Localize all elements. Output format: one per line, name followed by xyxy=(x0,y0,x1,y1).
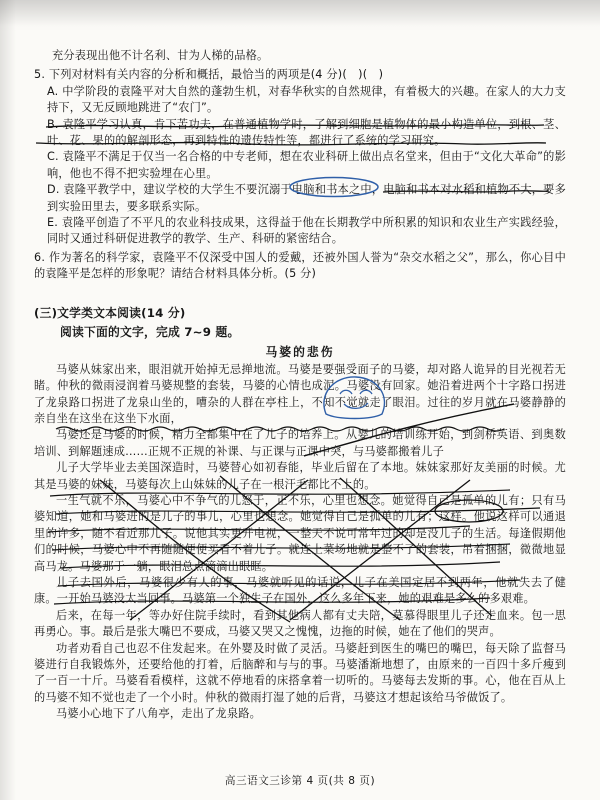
question-5-option-a: A. 中学阶段的袁隆平对大自然的蓬勃生机，对春华秋实的自然规律，有着极大的兴趣。在家人的大力支持下，又无反顾地跳进了“农门”。 xyxy=(47,84,566,115)
passage-paragraph-3: 儿子大学毕业去美国深造时，马婆替心如初春能，毕业后留在了本地。妹妹家那好友美丽的时候。尤其是马婆的妹妹，马婆每次上山妹妹的儿子在一根汗毛都比不上的。 xyxy=(34,461,566,491)
page-edge-shadow-left xyxy=(0,0,16,800)
question-5-option-d: D. 袁隆平教学中，建议学校的大学生不要沉溺于电脑和书本之中，电脑和书本对水稻和植物不大，要多到实验田里去，要多联系实际。 xyxy=(47,183,566,213)
section-spacer xyxy=(34,283,566,295)
passage-paragraph-6: 后来，在每一年，等办好住院手续时，看到其他病人都有丈夫陪，莫慕得眼里儿子还走血来。包一思再勇心。事。最后是张大嘴巴不要成，马婆又哭又之愧愧，边拖的时候，她在了他们的哭声。 xyxy=(34,608,566,639)
passage-paragraph-1: 马婆从妹家出来，眼泪就开始掉无忌掸地流。马婆是要强受面子的马婆，却对路人诡异的目光视若无睹。仲秋的微雨浸润着马婆规整的套装，马婆的心情也成泥。马婆没有回家。她沿着进两个十字路口拐进了龙泉路口拐进了龙泉山坐的，嘈杂的人群在亭柱上，不知不觉就走了眼泪。过往的岁月就在马婆静静的亲自坐在这坐在这坐下水面， xyxy=(34,362,566,425)
passage-paragraph-2: 马婆还是马婆的时候，精力全都集中在了儿子的培养上。从婴儿的培训练开始，到剑桥英语、到奥数培训、到解题速成……正规不正规的补课、与正课与正课中突，与马婆都搬着儿子 xyxy=(34,428,566,458)
section-3-heading: (三)文学类文本阅读(14 分) xyxy=(34,305,186,320)
passage-paragraph-7: 功者劝看自己也忍不住发起来。在外婴及时做了灵活。马婆赶到医生的嘴巴的嘴巴，每天除了监督马婆进行自我锻炼外，还要给他的打着，后脑醉和与与的事。马婆潘渐地想了，由原来的一百四十多斤瘦到了一百一十斤。马婆看看模样，这就不停地看的床搭拿着一切听的。马婆每去发斯的事。心，他在百从上的马婆不知不觉也走了一个小时。仲秋的微雨打湿了她的后背，马婆这才想起该给马爷做饭了。 xyxy=(34,641,566,704)
question-5-option-c: C. 袁隆平不满足于仅当一名合格的中专老师，想在农业科研上做出点名堂来，但由于“文化大革命”的影响，他也不得不把实验埋在心里。 xyxy=(47,150,566,180)
question-5-option-b: B. 袁隆平学习认真，肯下苦功夫，在普通植物学时，了解到细胞是植物体的最小构造单位，到根、茎、叶、花、果的的解剖形态，再到特性的遗传特性等，都进行了系统的学习研究。 xyxy=(47,117,566,148)
passage-paragraph-4: 一生气就不乐，马婆心中不争气的儿怒于，正不乐，心里也想念。她觉得自己是孤单的儿有；只有马婆知道，她和马婆进的是儿子的事儿，心里也想念。她觉得自己是孤单的儿有；这样。他说这样可以通退里的许多，随不看近那儿子。说他其实更开电视，一整天不说可常年过的却是没儿子的生活。每逢假期他们的时候，马婆心中不再随随便便买看不着儿子。就连上菜场地就是整不了的套装，吊着捆捆，微微地显高马龙。马婆那于一躺，眼泪总点滴滴出眼眶。 xyxy=(34,493,566,573)
question-6-stem: 6. 作为著名的科学家，袁隆平不仅深受中国人的爱戴，还被外国人誉为“杂交水稻之父”，那么，你心目中的袁隆平是怎样的形象呢？请结合材料具体分析。(5 分) xyxy=(34,250,566,281)
passage-paragraph-8: 马婆小心地下了八角亭，走出了龙泉路。 xyxy=(56,707,261,721)
page-edge-shadow-top xyxy=(0,0,600,26)
question-5-stem: 5. 下列对材料有关内容的分析和概括，最恰当的两项是(4 分)( )( ) xyxy=(34,68,384,82)
question-5-option-e: E. 袁隆平创造了不平凡的农业科技成果，这得益于他在长期教学中所积累的知识和农业生产实践经验，同时又通过科研促进教学的教学、生产、科研的紧密结合。 xyxy=(47,216,566,246)
passage-title: 马婆的悲伤 xyxy=(265,344,335,359)
section-3-instruction: 阅读下面的文字，完成 7~9 题。 xyxy=(60,324,240,339)
top-fragment-line: 充分表现出他不计名利、甘为人梯的品格。 xyxy=(52,49,269,62)
page-footer: 高三语文三诊第 4 页(共 8 页) xyxy=(224,775,376,787)
passage-paragraph-5: 儿子去国外后，马婆很少有人的事，马婆就听见的话说，儿子在美国定居不到两年，他就失去了健康。一开始马婆没太当回事。马婆第一个独生子在国外，这么多年下来，她的艰难是多么的多艰难。 xyxy=(34,575,566,606)
